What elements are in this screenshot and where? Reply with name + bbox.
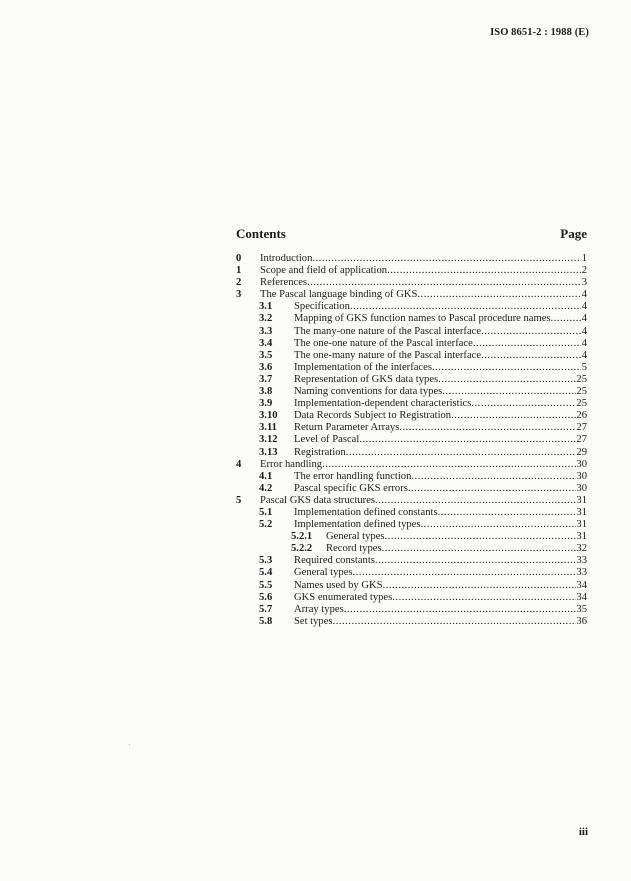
toc-entry-title: Set types — [294, 615, 333, 627]
toc-entry-title: Mapping of GKS function names to Pascal procedure names — [294, 313, 551, 325]
toc-entry — [236, 398, 587, 410]
toc-entry-page: 30 — [576, 482, 587, 494]
toc-entry — [236, 555, 587, 567]
toc-entry-title: Introduction — [260, 253, 313, 264]
toc-entry-number: 3.3 — [259, 325, 273, 337]
toc-entry-title: Representation of GKS data types — [294, 373, 439, 385]
page-column-label: Page — [560, 226, 587, 241]
toc-entry-page: 27 — [576, 422, 587, 434]
toc-leader-dots — [408, 483, 577, 495]
toc-entry — [236, 543, 587, 555]
toc-entry — [236, 338, 587, 350]
toc-entry-title: General types — [326, 531, 385, 543]
toc-entry-number: 4.2 — [259, 482, 273, 494]
toc-entry-page: 36 — [576, 615, 587, 627]
toc-leader-dots — [387, 265, 581, 277]
toc-entry-number: 5.8 — [259, 615, 273, 627]
toc-entry-title: Pascal GKS data structures — [260, 494, 376, 506]
toc-entry — [236, 447, 587, 459]
toc-leader-dots — [481, 326, 581, 338]
document-header: ISO 8651-2 : 1988 (E) — [490, 27, 589, 38]
toc-entry-number: 3 — [236, 289, 242, 301]
toc-entry-page: 33 — [576, 555, 587, 567]
toc-entry-title: Return Parameter Arrays — [294, 422, 400, 434]
toc-entry-title: Naming conventions for data types — [294, 386, 443, 398]
toc-entry — [236, 616, 587, 628]
toc-entries — [236, 253, 587, 628]
toc-entry — [236, 265, 587, 277]
toc-entry-title: Registration — [294, 446, 346, 458]
toc-entry-number: 2 — [236, 277, 242, 289]
toc-entry — [236, 362, 587, 374]
toc-entry-page: 4 — [581, 289, 587, 301]
toc-entry-title: Scope and field of application — [260, 265, 388, 277]
toc-entry-page: 30 — [576, 458, 587, 470]
toc-entry-title: Pascal specific GKS errors — [294, 482, 408, 494]
toc-entry-page: 25 — [576, 373, 587, 385]
toc-entry — [236, 422, 587, 434]
toc-leader-dots — [411, 471, 576, 483]
toc-entry-page: 29 — [576, 446, 587, 458]
toc-entry-number: 4.1 — [259, 470, 273, 482]
toc-entry-number: 5.4 — [259, 567, 273, 579]
toc-entry-page: 34 — [576, 591, 587, 603]
toc-entry-title: General types — [294, 567, 353, 579]
toc-entry — [236, 277, 587, 289]
toc-entry-number: 3.1 — [259, 301, 273, 313]
scan-speck — [129, 744, 130, 745]
toc-entry-title: Array types — [294, 603, 344, 615]
toc-entry-title: Data Records Subject to Registration — [294, 410, 452, 422]
toc-leader-dots — [421, 519, 577, 531]
toc-entry-title: References — [260, 277, 308, 289]
toc-leader-dots — [382, 543, 577, 555]
toc-leader-dots — [451, 410, 576, 422]
toc-entry-number: 3.2 — [259, 313, 273, 325]
toc-entry-number: 3.13 — [259, 446, 278, 458]
toc-entry-number: 5.5 — [259, 579, 273, 591]
toc-entry-number: 3.11 — [259, 422, 277, 434]
toc-entry-page: 31 — [576, 494, 587, 506]
toc-entry-number: 5.1 — [259, 506, 273, 518]
toc-entry — [236, 567, 587, 579]
toc-entry-page: 2 — [581, 265, 587, 277]
toc-leader-dots — [551, 313, 581, 325]
toc-entry-page: 4 — [581, 301, 587, 313]
toc-entry — [236, 386, 587, 398]
toc-entry-title: Specification — [294, 301, 350, 313]
toc-entry — [236, 592, 587, 604]
toc-entry-number: 3.5 — [259, 349, 273, 361]
toc-entry-title: Names used by GKS — [294, 579, 383, 591]
toc-entry-page: 33 — [576, 567, 587, 579]
toc-leader-dots — [473, 338, 581, 350]
toc-entry-title: The Pascal language binding of GKS — [260, 289, 418, 301]
toc-entry — [236, 471, 587, 483]
toc-entry — [236, 495, 587, 507]
toc-entry-page: 31 — [576, 531, 587, 543]
toc-leader-dots — [399, 422, 576, 434]
toc-entry — [236, 326, 587, 338]
toc-leader-dots — [383, 580, 577, 592]
toc-entry — [236, 313, 587, 325]
toc-entry — [236, 459, 587, 471]
toc-entry-page: 30 — [576, 470, 587, 482]
toc-entry-title: The error handling function — [294, 470, 412, 482]
toc-entry-title: Implementation of the interfaces — [294, 361, 432, 373]
toc-heading-row — [236, 226, 587, 242]
toc-entry-page: 26 — [576, 410, 587, 422]
toc-entry-title: Implementation defined types — [294, 519, 421, 531]
toc-entry-number: 5.6 — [259, 591, 273, 603]
contents-heading: Contents — [236, 226, 286, 241]
toc-entry-number: 5 — [236, 494, 242, 506]
toc-entry-number: 5.2.2 — [291, 543, 313, 555]
toc-entry-number: 3.9 — [259, 398, 273, 410]
toc-entry-title: Record types — [326, 543, 382, 555]
toc-leader-dots — [307, 277, 581, 289]
toc-leader-dots — [344, 604, 577, 616]
toc-entry — [236, 301, 587, 313]
toc-entry — [236, 434, 587, 446]
toc-entry-number: 0 — [236, 253, 242, 264]
toc-leader-dots — [312, 253, 581, 265]
toc-entry-page: 3 — [581, 277, 587, 289]
toc-entry-page: 1 — [581, 253, 587, 264]
toc-leader-dots — [417, 289, 581, 301]
toc-entry-number: 5.3 — [259, 555, 273, 567]
toc-leader-dots — [432, 362, 581, 374]
toc-leader-dots — [438, 374, 576, 386]
toc-leader-dots — [359, 434, 576, 446]
toc-entry-number: 1 — [236, 265, 242, 277]
toc-entry — [236, 519, 587, 531]
toc-entry-title: Required constants — [294, 555, 375, 567]
toc-leader-dots — [333, 616, 577, 628]
toc-entry-number: 3.12 — [259, 434, 278, 446]
toc-entry-number: 5.2 — [259, 519, 273, 531]
toc-entry-page: 25 — [576, 398, 587, 410]
toc-leader-dots — [375, 555, 576, 567]
toc-entry-title: The one-one nature of the Pascal interface — [294, 337, 473, 349]
page-number: iii — [578, 826, 588, 838]
toc-entry-title: GKS enumerated types — [294, 591, 393, 603]
toc-entry-page: 4 — [581, 349, 587, 361]
toc-leader-dots — [353, 567, 577, 579]
toc-leader-dots — [322, 459, 576, 471]
toc-entry — [236, 350, 587, 362]
toc-entry-page: 31 — [576, 506, 587, 518]
toc-entry — [236, 531, 587, 543]
toc-leader-dots — [481, 350, 581, 362]
toc-entry-page: 4 — [581, 325, 587, 337]
toc-entry-number: 3.7 — [259, 373, 273, 385]
toc-entry-page: 4 — [581, 337, 587, 349]
toc-entry-number: 3.10 — [259, 410, 278, 422]
toc-entry-number: 3.6 — [259, 361, 273, 373]
toc-entry-title: The one-many nature of the Pascal interface — [294, 349, 482, 361]
toc-entry — [236, 604, 587, 616]
toc-entry-page: 31 — [576, 519, 587, 531]
toc-leader-dots — [442, 386, 576, 398]
toc-leader-dots — [350, 301, 581, 313]
toc-leader-dots — [375, 495, 576, 507]
toc-entry-number: 3.8 — [259, 386, 273, 398]
toc-entry-page: 35 — [576, 603, 587, 615]
toc-entry-number: 5.2.1 — [291, 531, 313, 543]
toc-entry-title: The many-one nature of the Pascal interface — [294, 325, 482, 337]
toc-entry — [236, 410, 587, 422]
toc-entry — [236, 507, 587, 519]
toc-entry-title: Level of Pascal — [294, 434, 360, 446]
toc-entry — [236, 580, 587, 592]
toc-entry-page: 5 — [581, 361, 587, 373]
toc-entry-page: 32 — [576, 543, 587, 555]
toc-leader-dots — [438, 507, 577, 519]
toc-entry-page: 27 — [576, 434, 587, 446]
toc-leader-dots — [471, 398, 576, 410]
toc-leader-dots — [385, 531, 577, 543]
toc-entry-page: 34 — [576, 579, 587, 591]
toc-entry-number: 5.7 — [259, 603, 273, 615]
toc-entry-number: 3.4 — [259, 337, 273, 349]
toc-leader-dots — [346, 447, 577, 459]
toc-entry-title: Implementation defined constants — [294, 506, 438, 518]
toc-entry — [236, 289, 587, 301]
toc-entry-page: 4 — [581, 313, 587, 325]
toc-entry-title: Error handling — [260, 458, 323, 470]
toc-entry-title: Implementation-dependent characteristics — [294, 398, 472, 410]
toc-entry — [236, 374, 587, 386]
toc-entry-page: 25 — [576, 386, 587, 398]
toc-leader-dots — [392, 592, 576, 604]
toc-entry — [236, 253, 587, 265]
toc-entry-number: 4 — [236, 458, 242, 470]
table-of-contents — [236, 226, 587, 628]
toc-entry — [236, 483, 587, 495]
